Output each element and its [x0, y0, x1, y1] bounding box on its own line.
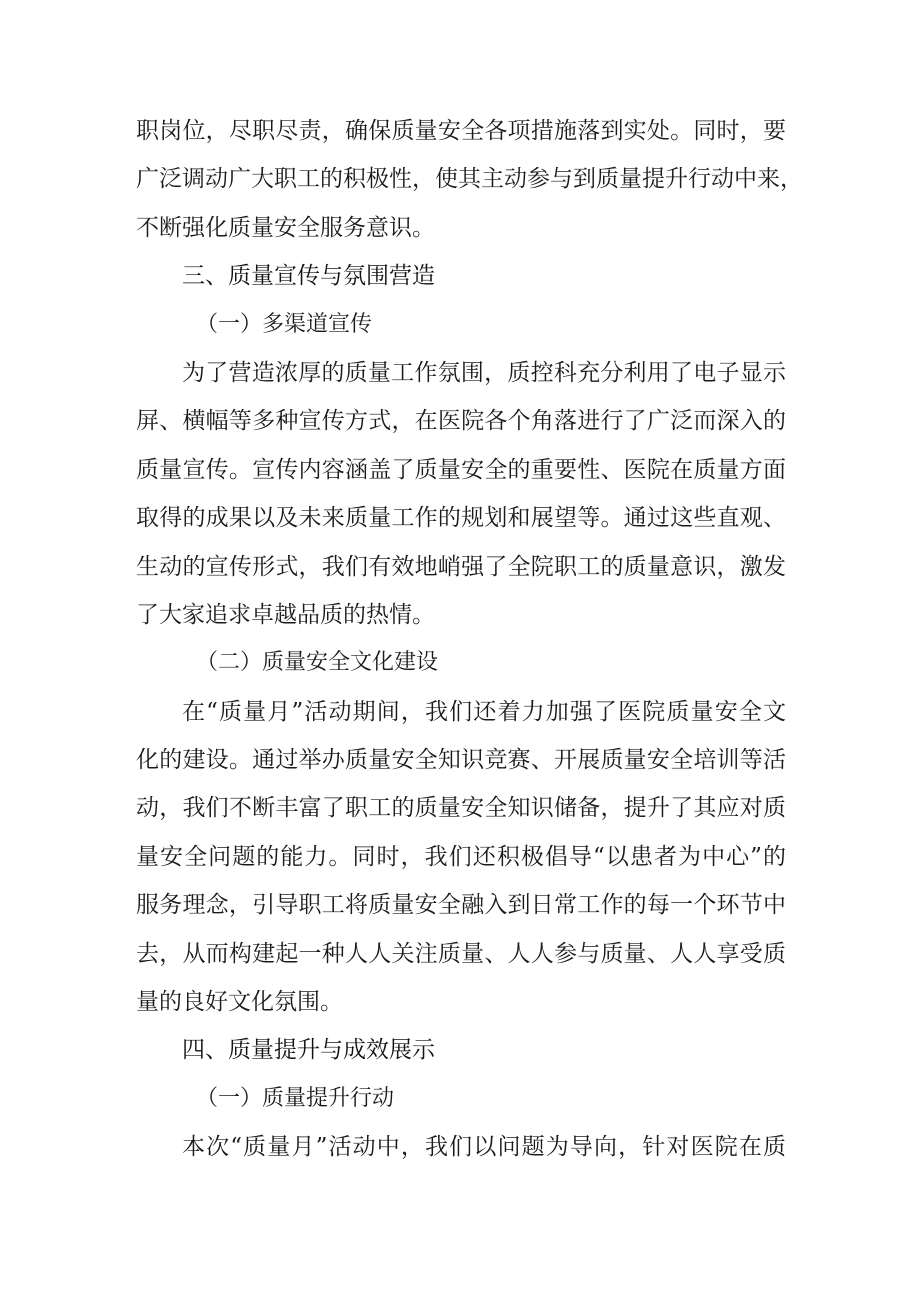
text-line: 质量宣传。宣传内容涵盖了质量安全的重要性、医院在质量方面: [136, 456, 786, 483]
paragraph-safety-culture: [136, 688, 786, 1027]
text-line: 不断强化质量安全服务意识。: [136, 214, 435, 241]
text-line: 服务理念，引导职工将质量安全融入到日常工作的每一个环节中: [136, 892, 786, 919]
text-line: 生动的宣传形式，我们有效地峭强了全院职工的质量意识，激发: [136, 553, 786, 580]
text-line: 去，从而构建起一种人人关注质量、人人参与质量、人人享受质: [136, 940, 786, 967]
text-line: 在“质量月”活动期间，我们还着力加强了医院质量安全文: [182, 698, 786, 725]
subsection-heading-4-1: （一）质量提升行动: [196, 1085, 395, 1111]
text-line: 量的良好文化氛围。: [136, 989, 343, 1016]
document-body: [136, 107, 803, 1172]
paragraph-quality-responsibility: [136, 107, 803, 252]
paragraph-quality-improvement: [136, 1123, 786, 1171]
section-heading-4: 四、质量提升与成效展示: [182, 1037, 435, 1064]
text-line: 职岗位，尽职尽责，确保质量安全各项措施落到实处。同时，要: [136, 118, 786, 144]
text-line: 动，我们不断丰富了职工的质量安全知识储备，提升了其应对质: [136, 795, 786, 822]
text-line: 为了营造浓厚的质量工作氛围，质控科充分利用了电子显示: [182, 359, 786, 386]
text-line: 取得的成果以及未来质量工作的规划和展望等。通过这些直观、: [136, 505, 786, 532]
subsection-heading-3-1: （一）多渠道宣传: [196, 311, 373, 337]
text-line: 广泛调动广大职工的积极性，使其主动参与到质量提升行动中来，: [136, 166, 803, 193]
text-line: 屏、横幅等多种宣传方式，在医院各个角落进行了广泛而深入的: [136, 408, 786, 435]
text-line: 本次“质量月”活动中，我们以问题为导向，针对医院在质: [182, 1134, 786, 1161]
text-line: 了大家追求卓越品质的热情。: [136, 601, 435, 628]
paragraph-multichannel-publicity: [136, 349, 786, 639]
subsection-heading-3-2: （二）质量安全文化建设: [196, 650, 439, 676]
text-line: 化的建设。通过举办质量安全知识竞赛、开展质量安全培训等活: [136, 747, 786, 774]
text-line: 量安全问题的能力。同时，我们还积极倡导“以患者为中心”的: [136, 843, 786, 870]
section-heading-3: 三、质量宣传与氛围营造: [182, 263, 435, 290]
